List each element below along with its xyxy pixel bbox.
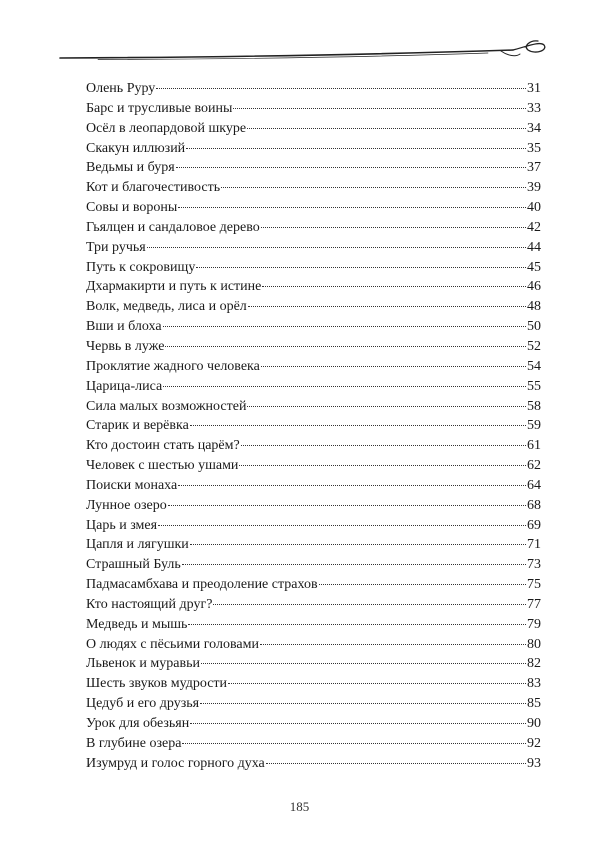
toc-entry: [86, 99, 541, 119]
toc-entry: [86, 377, 541, 397]
toc-entry: [86, 218, 541, 238]
toc-entry: [86, 595, 541, 615]
toc-entry-page: 92: [527, 735, 541, 751]
toc-entry-page: 33: [527, 100, 541, 116]
toc-entry-page: 80: [527, 636, 541, 652]
toc-entry-title: Осёл в леопардовой шкуре: [86, 120, 247, 136]
toc-entry: [86, 615, 541, 635]
toc-entry-title: Лунное озеро: [86, 497, 167, 513]
dot-leader: [163, 326, 526, 327]
toc-entry: [86, 158, 541, 178]
dot-leader: [182, 564, 526, 565]
toc-entry-title: Царица-лиса: [86, 378, 163, 394]
page-number: 185: [289, 799, 310, 814]
toc-entry-title: Три ручья: [86, 239, 146, 255]
toc-entry: [86, 297, 541, 317]
toc-entry-page: 39: [527, 180, 541, 196]
toc-entry: [86, 337, 541, 357]
toc-entry: [86, 674, 541, 694]
toc-entry: [86, 198, 541, 218]
toc-entry-title: Поиски монаха: [86, 477, 178, 493]
toc-entry-title: Изумруд и голос горного духа: [86, 755, 265, 771]
toc-entry-title: Старик и верёвка: [86, 418, 189, 434]
toc-entry: [86, 79, 541, 99]
toc-entry-title: Проклятие жадного человека: [86, 358, 260, 374]
toc-entry: [86, 277, 541, 297]
toc-entry-title: Барс и трусливые воины: [86, 100, 233, 116]
toc-entry-page: 50: [527, 319, 541, 335]
toc-entry: [86, 416, 541, 436]
toc-entry-title: Цапля и лягушки: [86, 537, 189, 553]
toc-entry: [86, 694, 541, 714]
toc-entry-page: 61: [527, 438, 541, 454]
toc-entry-title: Сила малых возможностей: [86, 398, 247, 414]
dot-leader: [260, 644, 526, 645]
toc-entry-page: 54: [527, 358, 541, 374]
toc-entry-title: Олень Руру: [86, 81, 156, 96]
toc-entry-page: 42: [527, 219, 541, 235]
toc-entry-title: В глубине озера: [86, 735, 182, 751]
toc-entry: [86, 635, 541, 655]
toc-entry-page: 79: [527, 616, 541, 632]
dot-leader: [186, 148, 526, 149]
table-of-contents: [86, 79, 541, 774]
toc-entry-title: Гьялцен и сандаловое дерево: [86, 219, 260, 235]
dot-leader: [163, 386, 526, 387]
toc-entry-page: 55: [527, 378, 541, 394]
toc-entry-page: 75: [527, 577, 541, 593]
dot-leader: [201, 663, 526, 664]
dot-leader: [188, 624, 526, 625]
toc-entry-page: 52: [527, 338, 541, 354]
toc-entry-page: 31: [527, 81, 541, 96]
dot-leader: [221, 187, 526, 188]
dot-leader: [228, 683, 526, 684]
dot-leader: [178, 207, 526, 208]
toc-entry: [86, 178, 541, 198]
dot-leader: [261, 366, 526, 367]
toc-entry: [86, 535, 541, 555]
toc-entry: [86, 734, 541, 754]
toc-entry-page: 44: [527, 239, 541, 255]
toc-entry-title: Кто достоин стать царём?: [86, 438, 240, 454]
toc-entry-page: 77: [527, 596, 541, 612]
toc-entry-title: Кто настоящий друг?: [86, 596, 213, 612]
toc-entry-page: 46: [527, 279, 541, 295]
toc-entry-page: 59: [527, 418, 541, 434]
toc-entry-title: Царь и змея: [86, 517, 158, 533]
dot-leader: [182, 743, 526, 744]
toc-entry-title: Ведьмы и буря: [86, 160, 175, 176]
toc-entry-title: О людях с пёсьими головами: [86, 636, 259, 652]
dot-leader: [248, 306, 526, 307]
toc-entry: [86, 238, 541, 258]
dot-leader: [165, 346, 526, 347]
dot-leader: [147, 247, 526, 248]
toc-entry-title: Шесть звуков мудрости: [86, 676, 228, 692]
toc-entry: [86, 258, 541, 278]
toc-entry-title: Цедуб и его друзья: [86, 696, 200, 712]
toc-entry-title: Урок для обезьян: [86, 716, 190, 731]
dot-leader: [247, 406, 526, 407]
toc-entry-title: Страшный Буль: [86, 557, 181, 573]
toc-entry-title: Медведь и мышь: [86, 616, 188, 632]
toc-entry-page: 83: [527, 676, 541, 692]
dot-leader: [178, 485, 526, 486]
toc-entry-page: 48: [527, 299, 541, 315]
toc-entry: [86, 714, 541, 734]
toc-entry-page: 34: [527, 120, 541, 136]
dot-leader: [176, 167, 526, 168]
toc-entry-page: 37: [527, 160, 541, 176]
dot-leader: [196, 267, 526, 268]
toc-entry: [86, 456, 541, 476]
toc-entry-page: 71: [527, 537, 541, 553]
toc-entry-title: Волк, медведь, лиса и орёл: [86, 299, 247, 315]
toc-entry: [86, 654, 541, 674]
toc-entry-title: Дхармакирти и путь к истине: [86, 279, 262, 295]
dot-leader: [262, 286, 526, 287]
toc-entry: [86, 139, 541, 159]
toc-entry: [86, 476, 541, 496]
toc-entry-page: 68: [527, 497, 541, 513]
toc-entry: [86, 575, 541, 595]
toc-entry: [86, 516, 541, 536]
toc-entry-page: 82: [527, 656, 541, 672]
toc-entry-title: Человек с шестью ушами: [86, 458, 239, 474]
toc-entry-title: Вши и блоха: [86, 319, 162, 335]
toc-entry-page: 90: [527, 716, 541, 731]
toc-entry-title: Скакун иллюзий: [86, 140, 186, 156]
dot-leader: [190, 544, 526, 545]
decorative-header-flourish: [58, 36, 548, 66]
toc-entry-page: 73: [527, 557, 541, 573]
toc-entry: [86, 496, 541, 516]
dot-leader: [319, 584, 526, 585]
toc-entry-page: 85: [527, 696, 541, 712]
toc-entry: [86, 357, 541, 377]
toc-entry-page: 64: [527, 477, 541, 493]
dot-leader: [168, 505, 526, 506]
toc-entry-page: 45: [527, 259, 541, 275]
toc-entry: [86, 754, 541, 774]
toc-entry: [86, 119, 541, 139]
dot-leader: [156, 88, 526, 89]
dot-leader: [200, 703, 526, 704]
toc-entry-page: 69: [527, 517, 541, 533]
toc-entry-page: 58: [527, 398, 541, 414]
dot-leader: [190, 723, 526, 724]
dot-leader: [239, 465, 526, 466]
toc-entry: [86, 555, 541, 575]
toc-entry-page: 62: [527, 458, 541, 474]
dot-leader: [266, 763, 526, 764]
toc-entry-title: Львенок и муравьи: [86, 656, 200, 672]
dot-leader: [247, 128, 526, 129]
dot-leader: [158, 525, 526, 526]
dot-leader: [233, 108, 526, 109]
dot-leader: [241, 445, 526, 446]
dot-leader: [190, 425, 526, 426]
toc-entry-page: 35: [527, 140, 541, 156]
toc-entry: [86, 436, 541, 456]
toc-entry-title: Путь к сокровищу: [86, 259, 196, 275]
toc-entry-title: Кот и благочестивость: [86, 180, 221, 196]
toc-entry-title: Совы и вороны: [86, 200, 178, 216]
toc-entry-title: Червь в луже: [86, 338, 165, 354]
toc-entry-title: Падмасамбхава и преодоление страхов: [86, 577, 318, 593]
toc-entry: [86, 397, 541, 417]
dot-leader: [261, 227, 526, 228]
toc-entry: [86, 317, 541, 337]
toc-entry-page: 93: [527, 755, 541, 771]
dot-leader: [213, 604, 526, 605]
toc-entry-page: 40: [527, 200, 541, 216]
